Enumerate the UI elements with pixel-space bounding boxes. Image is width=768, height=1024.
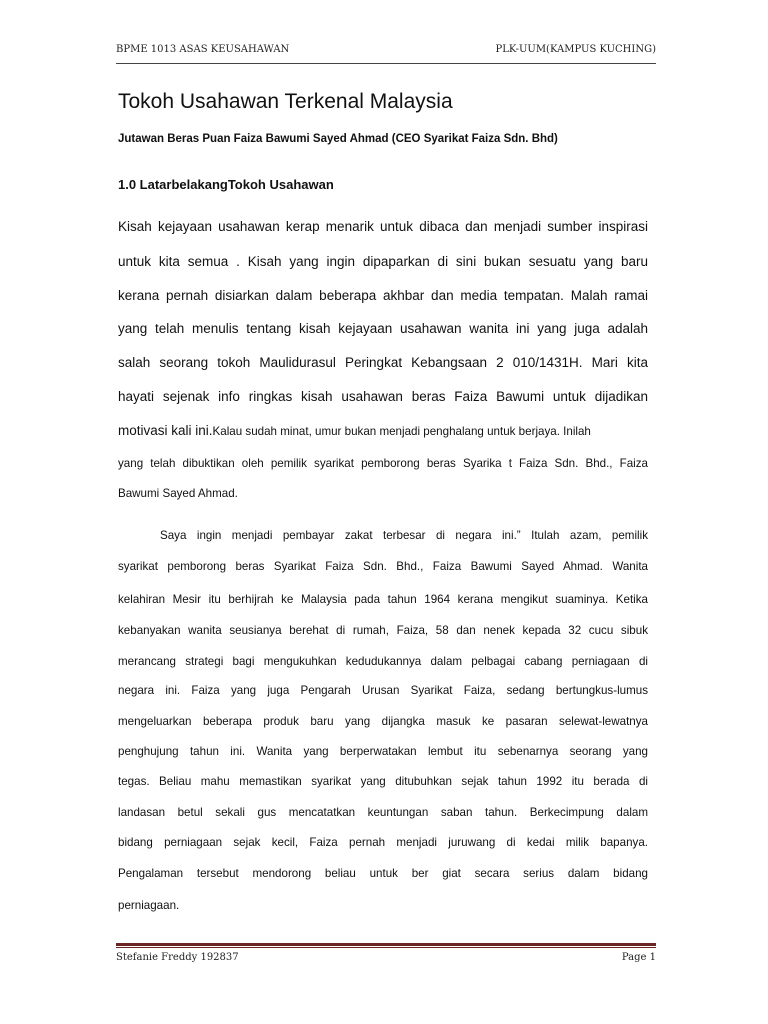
- page-header: [116, 44, 656, 62]
- paragraph-line: Saya ingin menjadi pembayar zakat terbesar di negara ini.” Itulah azam, pemilik: [160, 529, 648, 542]
- paragraph-line: landasan betul sekali gus mencatatkan keuntungan saban tahun. Berkecimpung dalam: [118, 806, 648, 819]
- footer-divider-thick: [116, 943, 656, 946]
- paragraph-line: penghujung tahun ini. Wanita yang berperwatakan lembut itu sebenarnya seorang yang: [118, 745, 648, 758]
- paragraph-line: bidang perniagaan sejak kecil, Faiza pernah menjadi juruwang di kedai milik bapanya.: [118, 836, 648, 849]
- paragraph-line: negara ini. Faiza yang juga Pengarah Urusan Syarikat Faiza, sedang bertungkus-lumus: [118, 684, 648, 697]
- paragraph-line: syarikat pemborong beras Syarikat Faiza Sdn. Bhd., Faiza Bawumi Sayed Ahmad. Wanita: [118, 560, 648, 573]
- header-divider: [116, 63, 656, 64]
- paragraph-line: kerana pernah disiarkan dalam beberapa akhbar dan media tempatan. Malah ramai: [118, 288, 648, 303]
- header-course: BPME 1013 ASAS KEUSAHAWAN: [116, 44, 290, 55]
- section-heading: 1.0 LatarbelakangTokoh Usahawan: [118, 177, 334, 192]
- paragraph-line: salah seorang tokoh Maulidurasul Peringkat Kebangsaan 2 010/1431H. Mari kita: [118, 355, 648, 370]
- paragraph-line: kebanyakan wanita seusianya berehat di rumah, Faiza, 58 dan nenek kepada 32 cucu sibuk: [118, 624, 648, 637]
- paragraph-line: hayati sejenak info ringkas kisah usahawan beras Faiza Bawumi untuk dijadikan: [118, 389, 648, 404]
- paragraph-segment: Kalau sudah minat, umur bukan menjadi penghalang untuk berjaya. Inilah: [212, 425, 591, 438]
- paragraph-line: merancang strategi bagi mengukuhkan kedudukannya dalam pelbagai cabang perniagaan di: [118, 655, 648, 668]
- paragraph-line: untuk kita semua . Kisah yang ingin dipaparkan di sini bukan sesuatu yang baru: [118, 254, 648, 269]
- paragraph-line: Pengalaman tersebut mendorong beliau untuk ber giat secara serius dalam bidang: [118, 867, 648, 880]
- paragraph-line-mixed: [118, 423, 648, 438]
- page-number: Page 1: [621, 952, 656, 963]
- footer-author: Stefanie Freddy 192837: [116, 952, 239, 963]
- paragraph-line: kelahiran Mesir itu berhijrah ke Malaysia pada tahun 1964 kerana mengikut suaminya. Ketika: [118, 593, 648, 606]
- paragraph-line: yang telah dibuktikan oleh pemilik syarikat pemborong beras Syarika t Faiza Sdn. Bhd., Faiza: [118, 457, 648, 470]
- document-title: Tokoh Usahawan Terkenal Malaysia: [118, 90, 453, 113]
- header-campus: PLK-UUM(KAMPUS KUCHING): [495, 44, 656, 55]
- paragraph-line: mengeluarkan beberapa produk baru yang dijangka masuk ke pasaran selewat-lewatnya: [118, 715, 648, 728]
- paragraph-line: tegas. Beliau mahu memastikan syarikat yang ditubuhkan sejak tahun 1992 itu berada di: [118, 775, 648, 788]
- footer-divider-thin: [116, 947, 656, 948]
- paragraph-line: yang telah menulis tentang kisah kejayaan usahawan wanita ini yang juga adalah: [118, 321, 648, 336]
- paragraph-line: Bawumi Sayed Ahmad.: [118, 487, 238, 500]
- document-subtitle: Jutawan Beras Puan Faiza Bawumi Sayed Ahmad (CEO Syarikat Faiza Sdn. Bhd): [118, 133, 558, 145]
- paragraph-segment: motivasi kali ini.: [118, 423, 213, 438]
- paragraph-line: Kisah kejayaan usahawan kerap menarik untuk dibaca dan menjadi sumber inspirasi: [118, 219, 648, 234]
- page-footer: [116, 952, 656, 970]
- paragraph-line: perniagaan.: [118, 899, 180, 912]
